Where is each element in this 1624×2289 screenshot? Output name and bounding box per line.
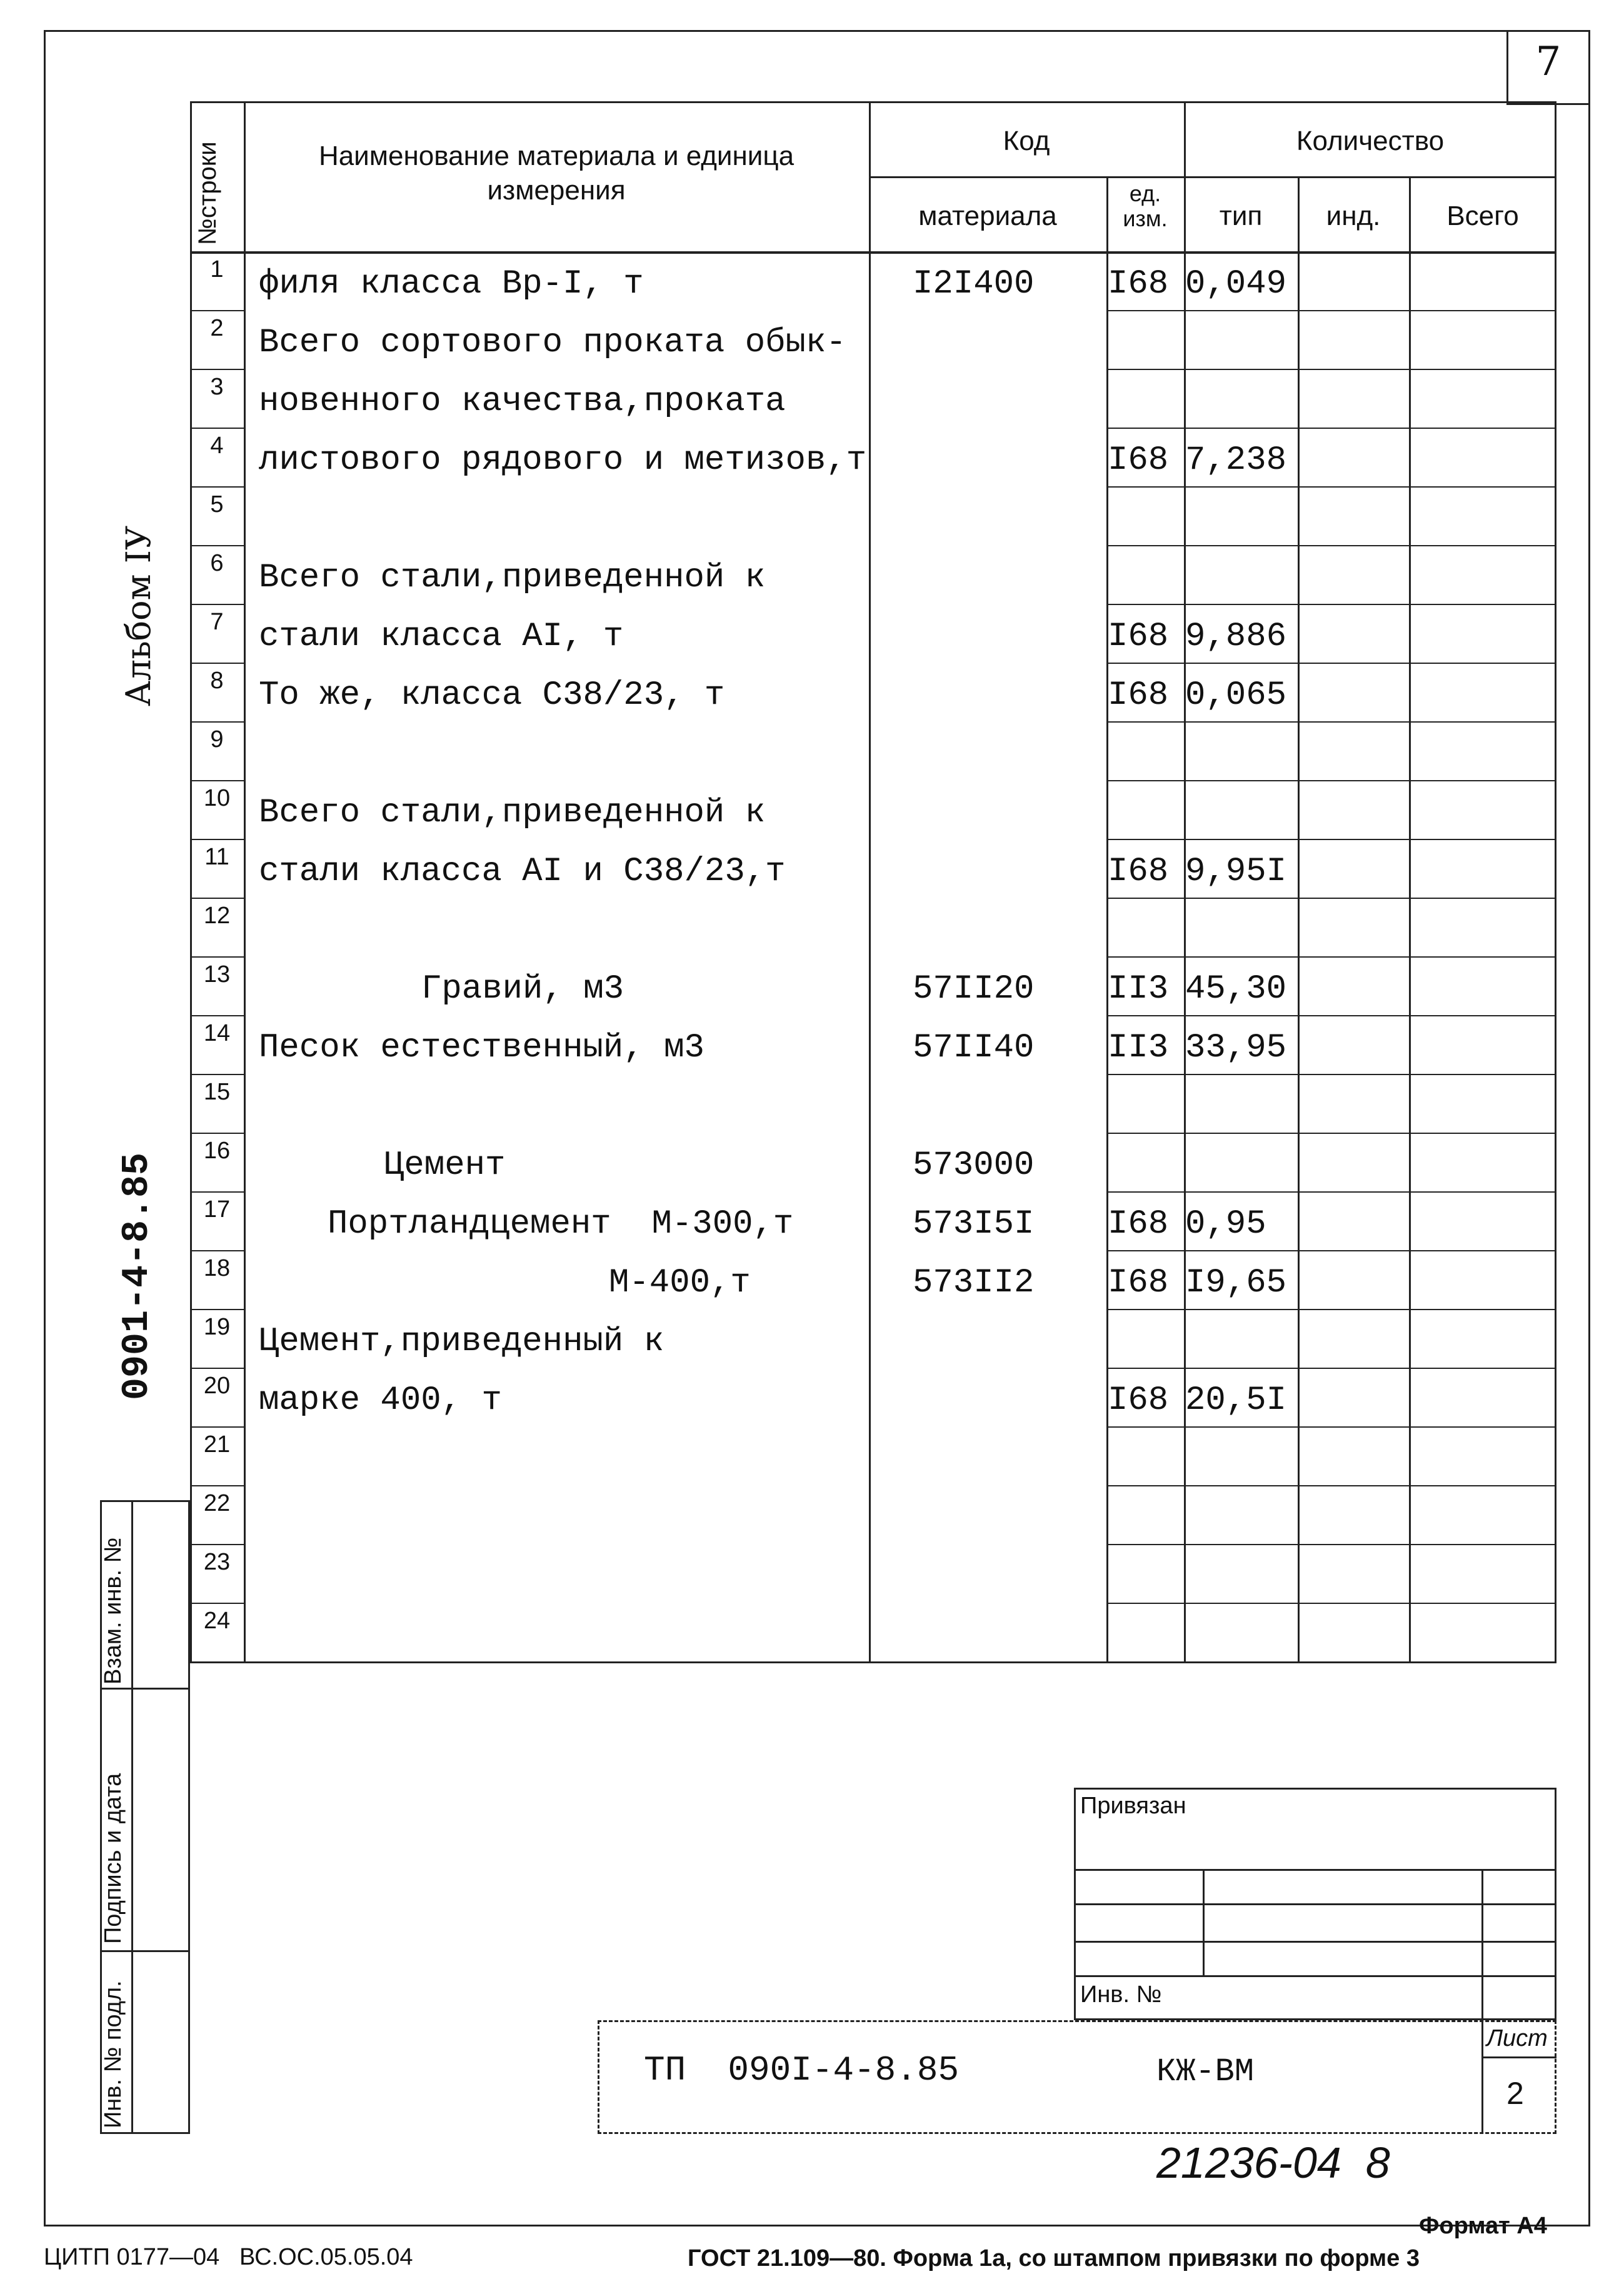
row-number: 24 xyxy=(203,1608,231,1634)
row-number: 13 xyxy=(203,961,231,988)
row-quantity-tip: 0,049 xyxy=(1185,265,1287,303)
row-material-name: Песок естественный, м3 xyxy=(259,1029,704,1067)
header-rownum: №строки xyxy=(194,141,221,245)
row-unit-code: II3 xyxy=(1108,1029,1169,1067)
row-number: 19 xyxy=(203,1314,231,1340)
row-number: 10 xyxy=(203,785,231,811)
doc-title: ТП 090I-4-8.85 xyxy=(644,2050,960,2090)
row-quantity-tip: 0,95 xyxy=(1185,1205,1266,1243)
row-material-name: стали класса AI и С38/23,т xyxy=(259,853,786,891)
row-line-num xyxy=(190,663,244,664)
page-number: 7 xyxy=(1535,39,1561,85)
header-name: Наименование материала и единица измерения xyxy=(318,141,794,206)
row-line-num xyxy=(190,1191,244,1193)
row-line-num xyxy=(190,898,244,899)
row-number: 22 xyxy=(203,1490,231,1516)
footer-gost: ГОСТ 21.109—80. Форма 1а, со штампом привязки по форме 3 xyxy=(688,2245,1420,2271)
row-material-name: листового рядового и метизов,т xyxy=(259,441,867,479)
row-line-data xyxy=(1106,1485,1556,1486)
row-line-data xyxy=(1106,1544,1556,1545)
row-quantity-tip: 9,95I xyxy=(1185,853,1287,891)
album-label: Альбом IУ xyxy=(119,525,158,706)
row-quantity-tip: 45,30 xyxy=(1185,970,1287,1008)
row-unit-code: I68 xyxy=(1108,676,1169,714)
inv-podl-label: Инв. № подл. xyxy=(100,1980,126,2128)
row-line-data xyxy=(1106,663,1556,664)
col-line-unit xyxy=(1106,176,1108,1661)
row-line-num xyxy=(190,486,244,488)
row-unit-code: I68 xyxy=(1108,618,1169,656)
row-material-name: Гравий, м3 xyxy=(421,970,624,1008)
row-number: 23 xyxy=(203,1549,231,1575)
row-line-data xyxy=(1106,1015,1556,1016)
row-material-code: 57II20 xyxy=(913,970,1035,1008)
row-line-num xyxy=(190,1250,244,1251)
row-unit-code: I68 xyxy=(1108,265,1169,303)
row-quantity-tip: 9,886 xyxy=(1185,618,1287,656)
row-quantity-tip: 0,065 xyxy=(1185,676,1287,714)
row-material-name: Цемент,приведенный к xyxy=(259,1323,664,1361)
row-material-name: Портландцемент М-300,т xyxy=(328,1205,794,1243)
table-bottom-border xyxy=(190,1661,1556,1663)
footer-left: ЦИТП 0177—04 ВС.ОС.05.05.04 xyxy=(44,2244,413,2270)
row-number: 21 xyxy=(203,1431,231,1458)
row-number: 14 xyxy=(203,1020,231,1046)
row-line-num xyxy=(190,839,244,840)
header-ed: ед. изм. xyxy=(1123,181,1168,231)
row-line-data xyxy=(1106,956,1556,958)
row-material-name: Цемент xyxy=(384,1146,506,1185)
row-line-num xyxy=(190,604,244,605)
row-line-num xyxy=(190,721,244,723)
row-material-name: Всего стали,приведенной к xyxy=(259,559,766,597)
row-unit-code: I68 xyxy=(1108,441,1169,479)
row-unit-code: II3 xyxy=(1108,970,1169,1008)
list-label: Лист xyxy=(1486,2025,1548,2051)
list-value: 2 xyxy=(1506,2076,1524,2111)
row-line-data xyxy=(1106,1426,1556,1428)
row-line-data xyxy=(1106,1133,1556,1134)
row-line-data xyxy=(1106,1309,1556,1310)
vzam-inv-label: Взам. инв. № xyxy=(100,1537,126,1685)
row-line-num xyxy=(190,428,244,429)
row-line-num xyxy=(190,1368,244,1369)
row-unit-code: I68 xyxy=(1108,1205,1169,1243)
handwritten-number: 21236-04 8 xyxy=(1156,2138,1390,2187)
row-line-num xyxy=(190,1133,244,1134)
row-number: 20 xyxy=(203,1373,231,1399)
row-line-num xyxy=(190,1309,244,1310)
row-line-num xyxy=(190,545,244,546)
row-quantity-tip: 20,5I xyxy=(1185,1381,1287,1420)
row-number: 7 xyxy=(210,609,224,635)
row-line-data xyxy=(1106,545,1556,546)
row-number: 6 xyxy=(210,550,224,576)
row-material-name: новенного качества,проката xyxy=(259,383,786,421)
footer-format: Формат А4 xyxy=(1419,2213,1547,2239)
row-line-data xyxy=(1106,780,1556,781)
row-material-name: стали класса AI, т xyxy=(259,618,624,656)
col-line-vsego xyxy=(1409,176,1411,1661)
header-material: материала xyxy=(918,201,1057,231)
row-line-data xyxy=(1106,486,1556,488)
row-quantity-tip: I9,65 xyxy=(1185,1264,1287,1302)
col-line-name xyxy=(244,101,246,1661)
row-number: 2 xyxy=(210,315,224,341)
privyazan-label: Привязан xyxy=(1080,1793,1186,1819)
row-material-name: М-400,т xyxy=(609,1264,751,1302)
row-line-data xyxy=(1106,898,1556,899)
row-line-data xyxy=(1106,1074,1556,1075)
row-line-data xyxy=(1106,1250,1556,1251)
row-material-code: 573II2 xyxy=(913,1264,1035,1302)
doc-mark: КЖ-ВМ xyxy=(1156,2053,1255,2090)
row-line-data xyxy=(1106,1191,1556,1193)
row-number: 8 xyxy=(210,668,224,694)
row-line-num xyxy=(190,1603,244,1604)
row-number: 16 xyxy=(203,1138,231,1164)
row-material-name: марке 400, т xyxy=(259,1381,502,1420)
table-top-border xyxy=(190,101,1556,103)
row-line-num xyxy=(190,1426,244,1428)
row-quantity-tip: 33,95 xyxy=(1185,1029,1287,1067)
row-material-name: То же, класса С38/23, т xyxy=(259,676,725,714)
header-tip: тип xyxy=(1219,201,1263,231)
inv-no-label: Инв. № xyxy=(1080,1981,1162,2008)
row-line-num xyxy=(190,310,244,311)
row-line-data xyxy=(1106,721,1556,723)
row-material-code: 57II40 xyxy=(913,1029,1035,1067)
header-vsego: Всего xyxy=(1446,201,1519,231)
row-material-name: филя класса Вр-I, т xyxy=(259,265,644,303)
header-kod: Код xyxy=(1003,126,1050,156)
col-line-ind xyxy=(1298,176,1300,1661)
row-line-num xyxy=(190,1544,244,1545)
header-kolichestvo: Количество xyxy=(1296,126,1445,156)
row-number: 12 xyxy=(203,903,231,929)
row-line-num xyxy=(190,956,244,958)
row-material-name: Всего сортового проката обык- xyxy=(259,324,846,362)
row-unit-code: I68 xyxy=(1108,1264,1169,1302)
row-material-code: I2I400 xyxy=(913,265,1035,303)
side-doc-code: 0901-4-8.85 xyxy=(116,1152,159,1400)
row-number: 1 xyxy=(210,256,224,283)
row-number: 4 xyxy=(210,433,224,459)
row-line-data xyxy=(1106,369,1556,370)
row-number: 17 xyxy=(203,1196,231,1223)
header-ind: инд. xyxy=(1326,201,1381,231)
row-unit-code: I68 xyxy=(1108,853,1169,891)
row-material-code: 573I5I xyxy=(913,1205,1035,1243)
row-line-num xyxy=(190,1485,244,1486)
row-line-data xyxy=(1106,310,1556,311)
row-material-code: 573000 xyxy=(913,1146,1035,1185)
row-line-data xyxy=(1106,251,1556,253)
row-number: 15 xyxy=(203,1079,231,1105)
row-line-num xyxy=(190,1074,244,1075)
row-line-num xyxy=(190,1015,244,1016)
row-line-data xyxy=(1106,839,1556,840)
podpis-data-label: Подпись и дата xyxy=(100,1773,126,1944)
row-number: 18 xyxy=(203,1255,231,1281)
row-number: 9 xyxy=(210,726,224,753)
col-line-code xyxy=(869,101,871,1661)
row-line-num xyxy=(190,369,244,370)
row-quantity-tip: 7,238 xyxy=(1185,441,1287,479)
row-line-data xyxy=(1106,1603,1556,1604)
row-number: 11 xyxy=(204,844,229,870)
header-sub-line xyxy=(869,176,1556,178)
row-material-name: Всего стали,приведенной к xyxy=(259,794,766,832)
row-line-num xyxy=(190,780,244,781)
row-unit-code: I68 xyxy=(1108,1381,1169,1420)
row-line-data xyxy=(1106,428,1556,429)
row-number: 3 xyxy=(210,374,224,400)
row-line-data xyxy=(1106,604,1556,605)
row-number: 5 xyxy=(210,491,224,518)
row-line-data xyxy=(1106,1368,1556,1369)
